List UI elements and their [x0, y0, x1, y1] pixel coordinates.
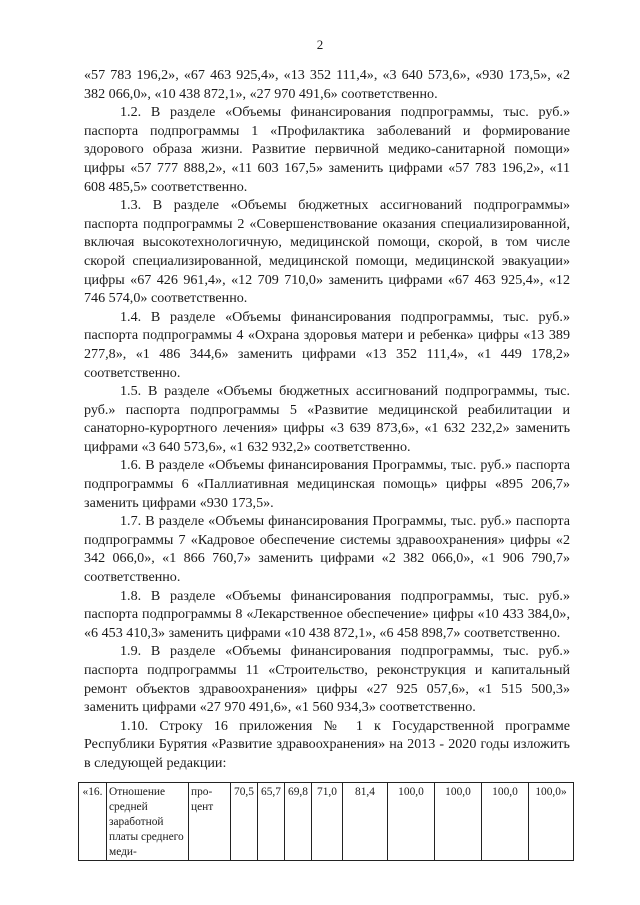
table-cell-indicator: Отношение средней заработной платы среднего меди-: [107, 783, 189, 861]
paragraph-1-8: 1.8. В разделе «Объемы финансирования подпрограммы, тыс. руб.» паспорта подпрограммы 8 «Лекарственное обеспечение» цифры «10 433 384,0», «6 453 410,3» заменить цифрами «10 438 872,1», «6 458 898,7» соответственно.: [84, 587, 570, 641]
paragraph-1-3: 1.3. В разделе «Объемы бюджетных ассигнований подпрограммы» паспорта подпрограммы 2 «Совершенствование оказания специализированной, включая высокотехнологичную, медицинской помощи, скорой, в том числе скорой специализированной, медицинской помощи, медицинской эвакуации» цифры «67 426 961,4», «12 709 710,0» заменить цифрами «67 463 925,4», «12 746 574,0» соответственно.: [84, 197, 570, 307]
table-cell-value: 69,8: [285, 783, 312, 861]
paragraph-1-5: 1.5. В разделе «Объемы бюджетных ассигнований подпрограммы, тыс. руб.» паспорта подпрограммы 5 «Развитие медицинской реабилитации и санаторно-курортного лечения» цифры «3 639 873,6», «1 632 232,2» заменить цифрами «3 640 573,6», «1 632 932,2» соответственно.: [84, 383, 570, 455]
paragraph-1-9: 1.9. В разделе «Объемы финансирования подпрограммы, тыс. руб.» паспорта подпрограммы 11 «Строительство, реконструкция и капитальный ремонт объектов здравоохранения» цифры «27 925 057,6», «1 515 500,3» заменить цифрами «27 970 491,6», «1 560 934,3» соответственно.: [84, 643, 570, 716]
table-cell-value: 100,0: [388, 783, 435, 861]
table-cell-value: 65,7: [258, 783, 285, 861]
paragraph-1-7: 1.7. В разделе «Объемы финансирования Программы, тыс. руб.» паспорта подпрограммы 7 «Кадровое обеспечение системы здравоохранения» цифры «2 342 066,0», «1 866 760,7» заменить цифрами «2 382 066,0», «1 906 790,7» соответственно.: [84, 513, 570, 586]
paragraph-1-6: 1.6. В разделе «Объемы финансирования Программы, тыс. руб.» паспорта подпрограммы 6 «Паллиативная медицинская помощь» цифры «895 206,7» заменить цифрами «930 173,5».: [84, 457, 570, 511]
table-cell-unit: про- цент: [189, 783, 231, 861]
page-number: 2: [316, 37, 324, 52]
table-cell-value: 100,0: [482, 783, 529, 861]
paragraph-1-4: 1.4. В разделе «Объемы финансирования подпрограммы, тыс. руб.» паспорта подпрограммы 4 «Охрана здоровья матери и ребенка» цифры «13 389 277,8», «1 486 344,6» заменить цифрами «13 352 111,4», «1 449 178,2» соответственно.: [84, 308, 570, 381]
paragraph-1-10: 1.10. Строку 16 приложения № 1 к Государственной программе Республики Бурятия «Развитие здравоохранения» на 2013 - 2020 годы изложить в следующей редакции:: [84, 717, 570, 771]
table-row: [79, 783, 574, 861]
table-cell-value: 100,0»: [529, 783, 574, 861]
paragraph-1-1-continuation: «57 783 196,2», «67 463 925,4», «13 352 111,4», «3 640 573,6», «930 173,5», «2 382 066,0», «10 438 872,1», «27 970 491,6» соответственно.: [84, 67, 570, 102]
table-cell-value: 100,0: [435, 783, 482, 861]
table-cell-value: 70,5: [231, 783, 258, 861]
table-cell-row-number: «16.: [79, 783, 107, 861]
document-body: [84, 66, 570, 773]
paragraph-1-2: 1.2. В разделе «Объемы финансирования подпрограммы, тыс. руб.» паспорта подпрограммы 1 «Профилактика заболеваний и формирование здорового образа жизни. Развитие первичной медико-санитарной помощи» цифры «57 777 888,2», «11 603 167,5» заменить цифрами «57 783 196,2», «11 608 485,5» соответственно.: [84, 104, 570, 195]
table-cell-value: 81,4: [343, 783, 388, 861]
table-cell-value: 71,0: [312, 783, 343, 861]
appendix-table: [78, 782, 574, 861]
